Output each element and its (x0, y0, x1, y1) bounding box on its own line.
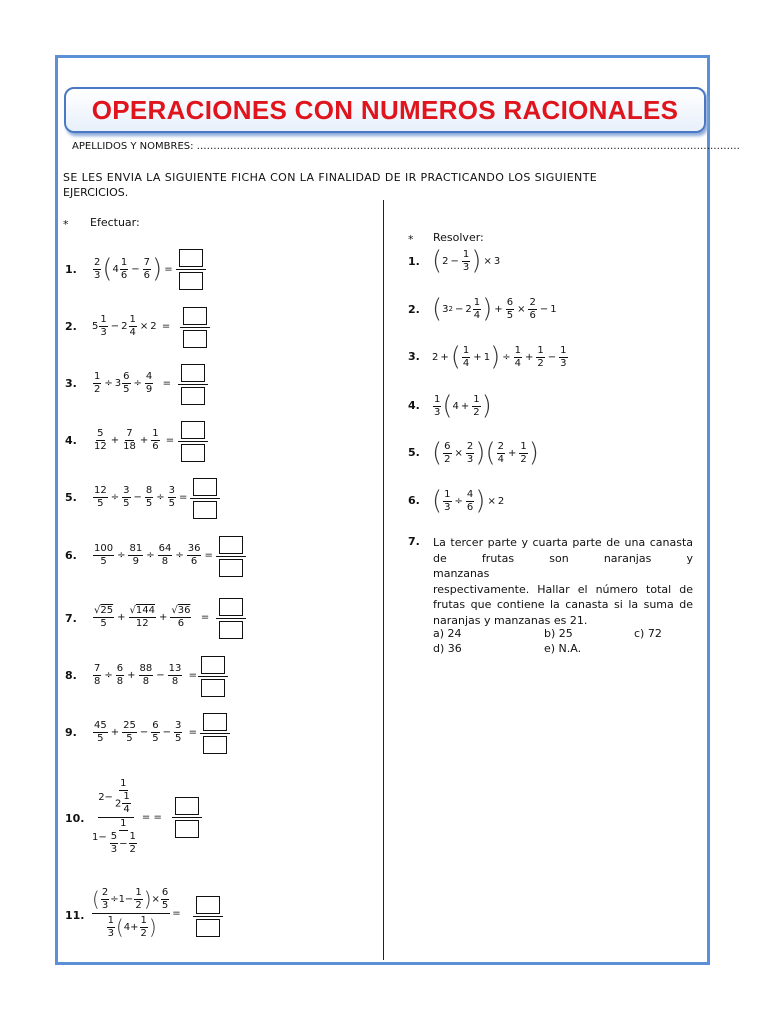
left-number-4: 4. (65, 434, 77, 447)
right-number-1: 1. (408, 255, 420, 268)
answer-box-2[interactable] (180, 307, 210, 348)
right-number-7: 7. (408, 535, 420, 548)
bullet-right: * (408, 233, 414, 246)
option-a[interactable]: a) 24 (433, 627, 462, 640)
column-divider (383, 200, 384, 960)
left-number-2: 2. (65, 320, 77, 333)
right-heading: Resolver: (433, 231, 484, 244)
problem-7-line: de frutas son naranjas y manzanas (433, 551, 693, 580)
left-heading: Efectuar: (90, 216, 140, 229)
expression-3: $\frac{1}{2}$ ÷ 3 6 5 ÷ $\frac{4}{9}$ = (94, 371, 172, 395)
problem-7-text (433, 535, 693, 628)
expression-2: 5 1 3 − 2 1 4 × 2 = (92, 314, 171, 338)
left-number-6: 6. (65, 549, 77, 562)
left-number-9: 9. (65, 726, 77, 739)
left-number-11: 11. (65, 909, 85, 922)
left-number-7: 7. (65, 612, 77, 625)
right-expression-1: ( 2 − $\frac{1}{3}$ ) × 3 (432, 246, 501, 276)
expression-11: ( 2 3 ÷1− 1 2 ) × 6 5 1 3 ( 4+ 1 2 ) = (92, 886, 181, 939)
right-number-4: 4. (408, 399, 420, 412)
bullet-left: * (63, 218, 69, 231)
expression-9: 45 5 + $\frac{25}{5}$ − $\frac{6}{5}$ − $\frac{3}{5}$ = (94, 720, 197, 744)
expression-7: √25 5 + $\frac{√144}{12}$ + $\frac{√36}{6}$ = (94, 605, 210, 629)
answer-box-5[interactable] (190, 478, 220, 519)
right-expression-2: ( 3 2 − 2 1 4 ) + $\frac{6}{5}$ × $\frac{2}{6}$ − 1 (432, 294, 557, 324)
problem-7-line: naranjas y manzanas es 21. (433, 613, 588, 627)
option-b[interactable]: b) 25 (544, 627, 573, 640)
problem-7-line: frutas que contiene la canasta si la suma de (433, 598, 693, 611)
left-number-1: 1. (65, 263, 77, 276)
page-title: OPERACIONES CON NUMEROS RACIONALES (91, 94, 679, 125)
right-expression-3: 2 + ( 1 4 + 1 ) ÷ $\frac{1}{4}$ + $\frac{1}{2}$ − $\frac{1}{3}$ (432, 342, 567, 372)
left-number-5: 5. (65, 491, 77, 504)
left-number-10: 10. (65, 812, 85, 825)
intro-line-2: EJERCICIOS. (63, 186, 129, 199)
right-expression-4: 1 3 ( 4 + $\frac{1}{2}$ ) (434, 391, 492, 421)
answer-box-6[interactable] (216, 536, 246, 577)
left-number-3: 3. (65, 377, 77, 390)
answer-box-11[interactable] (193, 896, 223, 937)
answer-box-4[interactable] (178, 421, 208, 462)
option-c[interactable]: c) 72 (634, 627, 662, 640)
expression-1: 2 3 ( 4 1 6 − $\frac{7}{6}$ ) = (94, 254, 173, 284)
right-number-2: 2. (408, 303, 420, 316)
problem-7-line: La tercer parte y cuarta parte de una canasta (433, 536, 693, 549)
answer-box-10[interactable] (172, 797, 202, 838)
option-e[interactable]: e) N.A. (544, 642, 582, 655)
right-number-3: 3. (408, 350, 420, 363)
expression-6: $\frac{100}{5}$ ÷ $\frac{81}{9}$ ÷ $\frac{64}{8}$ ÷ $\frac{36}{6}$ = (94, 543, 213, 567)
intro-line-1: SE LES ENVIA LA SIGUIENTE FICHA CON LA FINALIDAD DE IR PRACTICANDO LOS SIGUIENTE (63, 171, 598, 184)
answer-box-3[interactable] (178, 364, 208, 405)
right-expression-5: ( $\frac{6}{2}$ × $\frac{2}{3}$ ) ( 2 4 + $\frac{1}{2}$ ) (432, 438, 539, 468)
expression-8: $\frac{7}{8}$ ÷ $\frac{6}{8}$ + $\frac{88}{8}$ − $\frac{13}{8}$ = (94, 663, 197, 687)
problem-7-line: respectivamente. Hallar el número total de (433, 582, 693, 596)
answer-box-1[interactable] (176, 249, 206, 290)
expression-10: 2− 1 2 $\frac{1}{4}$ 1− 1 $\frac{5}{3}$ − $\frac{1}{2}$ = = (92, 778, 162, 855)
right-number-5: 5. (408, 446, 420, 459)
answer-box-8[interactable] (198, 656, 228, 697)
right-expression-6: ( $\frac{1}{3}$ ÷ $\frac{4}{6}$ ) × 2 (432, 486, 505, 516)
expression-4: 5 12 + $\frac{7}{18}$ + $\frac{1}{6}$ = (94, 428, 175, 452)
right-number-6: 6. (408, 494, 420, 507)
answer-box-7[interactable] (216, 598, 246, 639)
apellidos-label: APELLIDOS Y NOMBRES: ………………………………………………………………………………………………………………………………………………. (72, 141, 740, 152)
option-d[interactable]: d) 36 (433, 642, 462, 655)
left-number-8: 8. (65, 669, 77, 682)
answer-box-9[interactable] (200, 713, 230, 754)
expression-5: $\frac{12}{5}$ ÷ $\frac{3}{5}$ − $\frac{8}{5}$ ÷ $\frac{3}{5}$ = (94, 485, 188, 509)
title-banner (64, 87, 706, 133)
